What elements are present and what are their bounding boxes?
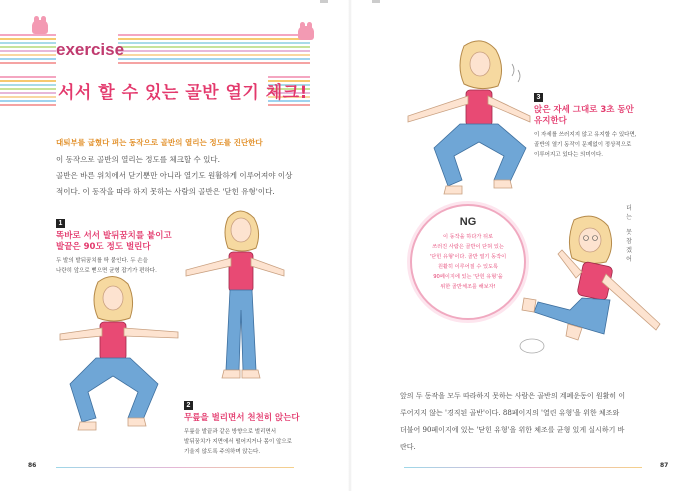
page-number: 86 bbox=[28, 462, 37, 469]
header-stripes bbox=[118, 34, 310, 78]
stripe bbox=[118, 54, 310, 56]
sfx-char: 참 bbox=[626, 238, 632, 245]
stripe bbox=[0, 76, 56, 78]
footer-line bbox=[56, 467, 294, 468]
stripe bbox=[0, 88, 56, 90]
ng-callout bbox=[410, 204, 526, 320]
text-line: 앞의 두 동작을 모두 따라하지 못하는 사람은 골반의 계폐운동이 원활히 이 bbox=[400, 392, 626, 400]
header-stripes bbox=[0, 34, 56, 78]
stripe bbox=[0, 46, 56, 48]
pig-icon bbox=[298, 22, 314, 40]
stripe bbox=[0, 54, 56, 56]
stripe bbox=[118, 58, 310, 60]
step-description bbox=[184, 427, 334, 457]
stripe bbox=[0, 62, 56, 64]
stripe bbox=[268, 104, 310, 106]
heading-line: 앉은 자세 그대로 3초 동안 bbox=[534, 105, 634, 115]
desc-line: 이루어지고 있다는 의미이다. bbox=[534, 152, 604, 158]
stripe bbox=[0, 104, 56, 106]
gutter bbox=[348, 0, 352, 491]
stripe bbox=[118, 50, 310, 52]
step-3 bbox=[534, 84, 674, 160]
pig-icon bbox=[32, 16, 48, 34]
sfx-text bbox=[624, 204, 634, 264]
ng-title: NG bbox=[459, 216, 477, 228]
sfx-char: 겠 bbox=[626, 247, 632, 254]
step-number: 1 bbox=[56, 219, 65, 228]
stripe bbox=[0, 38, 56, 40]
ng-line: 이 동작을 하다가 뒤로 bbox=[442, 234, 494, 240]
heading-line: 유지한다 bbox=[534, 116, 567, 126]
stripe bbox=[118, 62, 310, 64]
stripe bbox=[0, 96, 56, 98]
sfx-char: 못 bbox=[626, 229, 632, 236]
step-number: 3 bbox=[534, 93, 543, 102]
stripe bbox=[0, 58, 56, 60]
desc-line: 무릎을 발끝과 같은 방향으로 벌리면서 bbox=[184, 429, 277, 435]
stripe bbox=[0, 92, 56, 94]
sfx-char: 는 bbox=[626, 214, 632, 221]
desc-line: 기울지 않도록 주의하며 앉는다. bbox=[184, 449, 261, 455]
summary-text bbox=[400, 388, 670, 456]
heading-line: 똑바로 서서 발뒤꿈치를 붙이고 bbox=[56, 231, 172, 241]
step-2 bbox=[184, 392, 334, 457]
desc-line: 두 발의 발뒤꿈치를 딱 붙인다. 두 손을 bbox=[56, 258, 148, 264]
page-number: 87 bbox=[660, 462, 669, 469]
page-title: 서서 할 수 있는 골반 열기 체크! bbox=[58, 83, 308, 103]
top-mark bbox=[320, 0, 328, 3]
stripe bbox=[0, 50, 56, 52]
standing-figure bbox=[180, 200, 290, 390]
holding-squat-figure bbox=[404, 40, 534, 210]
ng-line: 위한 골반체조를 해보자! bbox=[440, 284, 496, 290]
stripe bbox=[118, 38, 310, 40]
lead-text: 대퇴부를 굽혔다 펴는 동작으로 골반의 열리는 정도를 진단한다 bbox=[56, 138, 263, 147]
stripe bbox=[118, 42, 310, 44]
text-line: 란다. bbox=[400, 443, 416, 451]
stripe bbox=[0, 80, 56, 82]
section-label: exercise bbox=[56, 40, 125, 59]
desc-line: 발뒤꿈치가 지면에서 떨어지거나 몸이 앞으로 bbox=[184, 439, 292, 445]
desc-line: 나란히 앞으로 뻗으면 균형 잡기가 편하다. bbox=[56, 268, 157, 274]
ng-line: '닫힌 유형'이다. 골반 열기 동작이 bbox=[429, 254, 507, 260]
heading-line: 무릎을 벌리면서 천천히 앉는다 bbox=[184, 413, 300, 423]
stripe bbox=[118, 34, 310, 36]
desc-line: 골반의 열기 동작이 문제없이 정상적으로 bbox=[534, 142, 632, 148]
sfx-char: 더 bbox=[626, 205, 632, 212]
stripe bbox=[0, 100, 56, 102]
text-line: 이 동작으로 골반의 열리는 정도를 체크할 수 있다. bbox=[56, 155, 220, 164]
stripe bbox=[0, 84, 56, 86]
heading-line: 발끝은 90도 정도 벌린다 bbox=[56, 242, 151, 252]
intro-text bbox=[56, 152, 326, 200]
squatting-figure bbox=[58, 272, 188, 452]
ng-text bbox=[422, 232, 514, 292]
desc-line: 이 자세를 쓰러지지 않고 유지할 수 있다면, bbox=[534, 132, 637, 138]
text-line: 골반은 바른 위치에서 닫기뿐만 아니라 열기도 원활하게 이루어져야 이상 bbox=[56, 171, 293, 180]
falling-figure bbox=[510, 214, 670, 364]
sfx-char: 어 bbox=[626, 256, 632, 263]
ng-line: 쓰러진 사람은 골반이 닫혀 있는 bbox=[432, 244, 504, 250]
footer-line bbox=[404, 467, 642, 468]
step-heading bbox=[184, 413, 334, 424]
text-line: 루어지지 않는 '경직된 골반'이다. 88페이지의 '열린 유형'을 위한 체조와 bbox=[400, 409, 620, 417]
step-description bbox=[534, 130, 674, 160]
ng-line: 원활히 이루어질 수 있도록 bbox=[437, 264, 499, 270]
step-heading bbox=[534, 105, 674, 127]
stripe bbox=[0, 42, 56, 44]
step-number: 2 bbox=[184, 401, 193, 410]
text-line: 더불어 90페이지에 있는 '닫힌 유형'을 위한 체조를 균형 있게 실시하기 바 bbox=[400, 426, 625, 434]
stripe bbox=[118, 46, 310, 48]
stripe bbox=[0, 34, 56, 36]
top-mark bbox=[372, 0, 380, 3]
text-line: 적이다. 이 동작을 따라 하지 못하는 사람의 골반은 '닫힌 유형'이다. bbox=[56, 187, 275, 196]
title-stripes bbox=[0, 76, 56, 120]
ng-line: 90페이지에 있는 '닫힌 유형'을 bbox=[433, 274, 503, 280]
